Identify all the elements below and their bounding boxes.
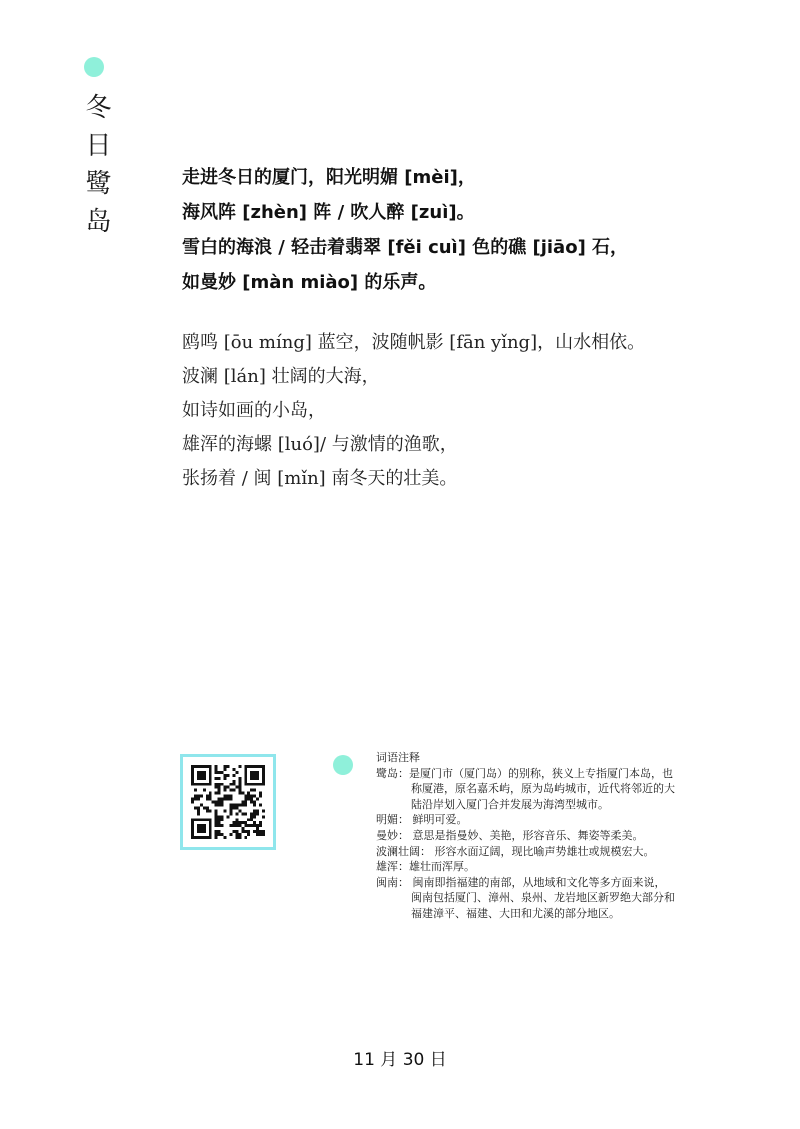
glossary-item: 曼妙： 意思是指曼妙、美艳，形容音乐、舞姿等柔美。 (376, 828, 644, 842)
poem-stanza-light (182, 326, 645, 496)
poem-line: 鸥鸣 [ōu míng] 蓝空，波随帆影 [fān yǐng]，山水相依。 (182, 332, 646, 353)
poem-line: 如诗如画的小岛， (182, 400, 326, 421)
qr-code-icon (191, 765, 265, 839)
glossary-item: 闽南： 闽南即指福建的南部，从地域和文化等多方面来说，闽南包括厦门、漳州、泉州、龙岩地区新罗绝大部分和福建漳平、福建、大田和尤溪的部分地区。 (376, 875, 675, 920)
poem-line: 波澜 [lán] 壮阔的大海， (182, 366, 380, 387)
glossary-heading: 词语注释 (376, 751, 420, 764)
poem-stanza-bold (182, 160, 628, 300)
poem-line: 雄浑的海螺 [luó]/ 与激情的渔歌， (182, 434, 458, 455)
page-date: 11 月 30 日 (353, 1050, 447, 1070)
poem-line: 海风阵 [zhèn] 阵 / 吹人醉 [zuì]。 (182, 202, 475, 223)
glossary-item: 鹭岛：是厦门市（厦门岛）的别称，狭义上专指厦门本岛，也称厦港，原名嘉禾屿，原为岛屿城市，近代将邻近的大陆沿岸划入厦门合并发展为海湾型城市。 (376, 766, 675, 811)
poem-line: 如曼妙 [màn miào] 的乐声。 (182, 272, 437, 293)
glossary-item: 雄浑：雄壮而浑厚。 (376, 860, 475, 874)
decorative-dot-notes (333, 755, 353, 775)
poem-line: 雪白的海浪 / 轻击着翡翠 [fěi cuì] 色的礁 [jiāo] 石， (182, 237, 629, 258)
qr-code[interactable] (180, 754, 276, 850)
page-title: 冬日鹭岛 (81, 93, 111, 245)
poem-line: 走进冬日的厦门，阳光明媚 [mèi]， (182, 167, 476, 188)
decorative-dot-top (84, 57, 104, 77)
glossary (376, 750, 676, 922)
glossary-item: 波澜壮阔： 形容水面辽阔，现比喻声势雄壮或规模宏大。 (376, 844, 655, 858)
glossary-item: 明媚： 鲜明可爱。 (376, 813, 468, 827)
poem-line: 张扬着 / 闽 [mǐn] 南冬天的壮美。 (182, 468, 458, 489)
